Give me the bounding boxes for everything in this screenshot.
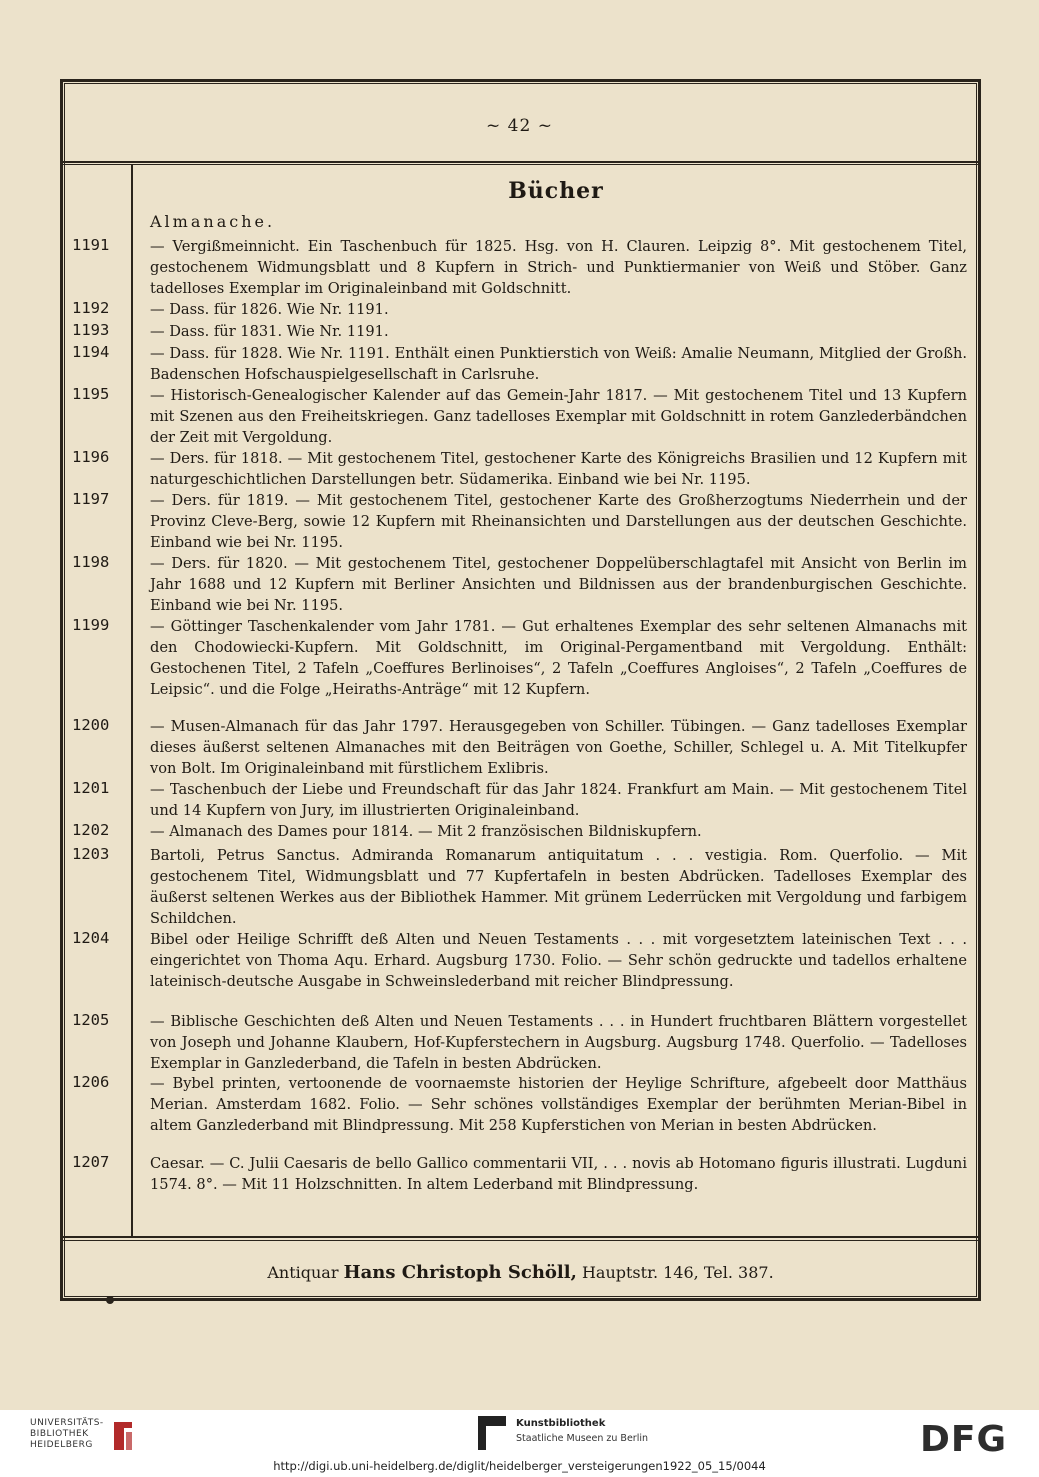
- entry-number: 1203: [72, 845, 110, 863]
- entry-text: — Dass. für 1831. Wie Nr. 1191.: [150, 323, 389, 340]
- ink-dot: [106, 1296, 114, 1304]
- kunstbibliothek-title: Kunstbibliothek: [516, 1418, 606, 1429]
- entry-number: 1202: [72, 821, 110, 839]
- logo-line: HEIDELBERG: [30, 1440, 93, 1450]
- entry-number: 1205: [72, 1011, 110, 1029]
- entry-number: 1201: [72, 779, 110, 797]
- entry-number: 1194: [72, 343, 110, 361]
- library-mark-icon: [110, 1420, 136, 1452]
- subheading: Almanache.: [150, 212, 276, 231]
- dfg-logo: DFG: [920, 1419, 1008, 1460]
- entry-text: — Musen-Almanach für das Jahr 1797. Herausgegeben von Schiller. Tübingen. — Ganz tadelloses Exemplar dieses äußerst seltenen Almanaches mit den Beiträgen von Goethe, Schiller, Schlegel u. A. Mit Titelkupfer von Bolt. Im Originaleinband mit fürstlichem Exlibris.: [150, 718, 967, 778]
- entry-text: — Bybel printen, vertoonende de voornaemste historien der Heylige Schrifture, afgebeelt door Matthäus Merian. Amsterdam 1682. Folio. — Sehr schönes vollständiges Exemplar der berühmten Merian-Bibel in altem Ganzlederband mit Blindpressung. Mit 258 Kupferstichen von Merian in besten Abdrücken.: [150, 1075, 967, 1135]
- entry-text: — Biblische Geschichten deß Alten und Neuen Testaments . . . in Hundert fruchtbaren Blättern vorgestellet von Joseph und Johanne Klaubern, Hof-Kupferstechern in Augsburg. Augsburg 1748. Querfolio. — Tadelloses Exemplar in Ganzlederband, die Tafeln in besten Abdrücken.: [150, 1013, 967, 1073]
- entry-number: 1193: [72, 321, 110, 339]
- entry-text: Bibel oder Heilige Schrifft deß Alten und Neuen Testaments . . . mit vorgesetztem lateinischen Text . . . eingerichtet von Thoma Aqu. Erhard. Augsburg 1730. Folio. — Sehr schön gedruckte und tadellos erhaltene lateinisch-deutsche Ausgabe in Schweinslederband mit reicher Blindpressung.: [150, 931, 967, 991]
- heidelberg-library-logo: [30, 1418, 140, 1451]
- entry-number: 1191: [72, 236, 110, 254]
- footer-rule: [62, 1236, 979, 1238]
- footer-address: Hauptstr. 146, Tel. 387.: [581, 1263, 774, 1282]
- kunstbibliothek-subtitle: Staatliche Museen zu Berlin: [516, 1433, 649, 1444]
- source-url[interactable]: http://digi.ub.uni-heidelberg.de/diglit/heidelberger_versteigerungen1922_05_15/0044: [273, 1459, 766, 1473]
- number-column-divider: [131, 164, 133, 1236]
- entry-number: 1195: [72, 385, 110, 403]
- logo-line: UNIVERSITÄTS-: [30, 1418, 104, 1428]
- entry-text: — Dass. für 1828. Wie Nr. 1191. Enthält einen Punktierstich von Weiß: Amalie Neumann, Mitglied der Großh. Badenschen Hofschauspielgesellschaft in Carlsruhe.: [150, 345, 967, 384]
- entry-text: — Taschenbuch der Liebe und Freundschaft für das Jahr 1824. Frankfurt am Main. — Mit gestochenem Titel und 14 Kupfern von Jury, im illustrierten Originaleinband.: [150, 781, 967, 820]
- entry-number: 1204: [72, 929, 110, 947]
- entry-number: 1196: [72, 448, 110, 466]
- entry-text: — Almanach des Dames pour 1814. — Mit 2 französischen Bildniskupfern.: [150, 823, 702, 840]
- header-rule: [62, 161, 979, 163]
- entry-text: — Ders. für 1820. — Mit gestochenem Titel, gestochener Doppelüberschlagtafel mit Ansicht von Berlin im Jahr 1688 und 12 Kupfern mit Berliner Ansichten und Bildnissen aus der brandenburgischen Geschichte. Einband wie bei Nr. 1195.: [150, 555, 967, 615]
- entry-number: 1207: [72, 1153, 110, 1171]
- entry-number: 1197: [72, 490, 110, 508]
- entry-text: — Göttinger Taschenkalender vom Jahr 1781. — Gut erhaltenes Exemplar des sehr seltenen Almanachs mit den Chodowiecki-Kupfern. Mit Goldschnitt, im Original-Pergamentband mit Vergoldung. Enthält: Gestochenen Titel, 2 Tafeln „Coeffures Berlinoises“, 2 Tafeln „Coeffures Angloises“, 2 Tafeln „Coeffures de Leipsic“. und die Folge „Heiraths-Anträge“ mit 12 Kupfern.: [150, 618, 967, 699]
- entry-number: 1192: [72, 299, 110, 317]
- footer-rule-thin: [62, 1240, 979, 1241]
- entry-number: 1199: [72, 616, 110, 634]
- header-rule-thin: [62, 164, 979, 165]
- footer-prefix: Antiquar: [267, 1263, 339, 1282]
- entry-text: — Historisch-Genealogischer Kalender auf das Gemein-Jahr 1817. — Mit gestochenem Titel und 13 Kupfern mit Szenen aus den Freiheitskriegen. Ganz tadelloses Exemplar mit Goldschnitt in rotem Ganzlederbändchen der Zeit mit Vergoldung.: [150, 387, 967, 447]
- logo-line: BIBLIOTHEK: [30, 1429, 89, 1439]
- footer-name: Hans Christoph Schöll,: [343, 1262, 577, 1283]
- kunstbibliothek-logo: [478, 1416, 678, 1452]
- entry-number: 1206: [72, 1073, 110, 1091]
- page-number: ~ 42 ~: [486, 116, 553, 136]
- entry-text: Caesar. — C. Julii Caesaris de bello Gallico commentarii VII, . . . novis ab Hotomano figuris illustrati. Lugduni 1574. 8°. — Mit 11 Holzschnitten. In altem Lederband mit Blindpressung.: [150, 1155, 967, 1194]
- entry-text: — Ders. für 1819. — Mit gestochenem Titel, gestochener Karte des Großherzogtums Niederrhein und der Provinz Cleve-Berg, sowie 12 Kupfern mit Rheinansichten und Darstellungen aus der deutschen Geschichte. Einband wie bei Nr. 1195.: [150, 492, 967, 552]
- entry-text: Bartoli, Petrus Sanctus. Admiranda Romanarum antiquitatum . . . vestigia. Rom. Querfolio. — Mit gestochenem Titel, Widmungsblatt und 77 Kupfertafeln in besten Abdrücken. Tadelloses Exemplar des äußerst seltenen Werkes aus der Bibliothek Hammer. Mit grünem Lederrücken mit Vergoldung und farbigem Schildchen.: [150, 847, 967, 928]
- entry-text: — Ders. für 1818. — Mit gestochenem Titel, gestochener Karte des Königreichs Brasilien und 12 Kupfern mit naturgeschichtlichen Darstellungen betr. Südamerika. Einband wie bei Nr. 1195.: [150, 450, 967, 489]
- entry-text: — Vergißmeinnicht. Ein Taschenbuch für 1825. Hsg. von H. Clauren. Leipzig 8°. Mit gestochenem Titel, gestochenem Widmungsblatt und 8 Kupfern in Strich- und Punktiermanier von Weiß und Stöber. Ganz tadelloses Exemplar im Originaleinband mit Goldschnitt.: [150, 238, 967, 298]
- entry-number: 1200: [72, 716, 110, 734]
- section-heading: Bücher: [508, 178, 604, 204]
- entry-number: 1198: [72, 553, 110, 571]
- entry-text: — Dass. für 1826. Wie Nr. 1191.: [150, 301, 389, 318]
- publisher-footer: [62, 1262, 979, 1283]
